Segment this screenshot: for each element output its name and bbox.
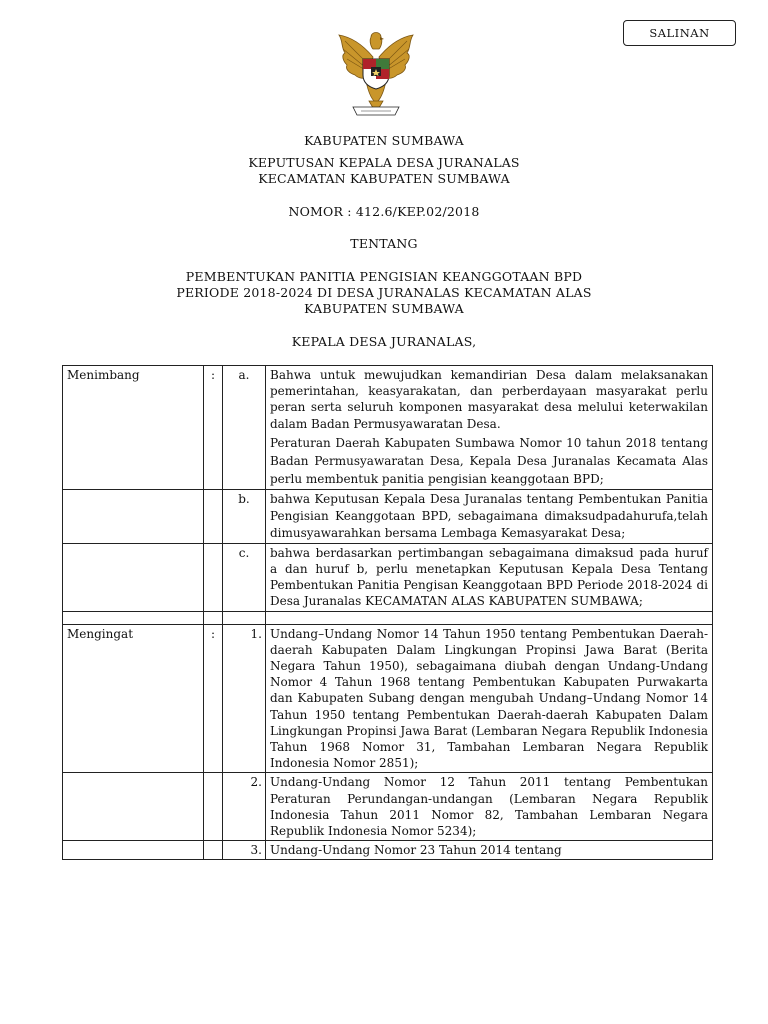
item-marker: 2. — [223, 773, 266, 841]
item-text: Undang-Undang Nomor 23 Tahun 2014 tentang — [266, 841, 713, 860]
subject-line1: PEMBENTUKAN PANITIA PENGISIAN KEANGGOTAAN BPD — [185, 269, 583, 284]
regency-title: KABUPATEN SUMBAWA — [304, 133, 464, 148]
item-text — [266, 366, 713, 490]
subject-line2: PERIODE 2018-2024 DI DESA JURANALAS KECAMATAN ALAS — [176, 285, 592, 300]
menimbang-colon: : — [204, 366, 223, 490]
decree-title-line1: KEPUTUSAN KEPALA DESA JURANALAS — [248, 155, 520, 170]
item-paragraph: bahwa Keputusan Kepala Desa Juranalas tentang Pembentukan Panitia Pengisian Keanggotaan BPD, sebagaimana dimaksudpadahurufa,telah dimusyawarahkan bersama Lembaga Kemasyarakat Desa; — [270, 491, 708, 540]
subject-line3: KABUPATEN SUMBAWA — [304, 301, 464, 316]
decree-title-line2: KECAMATAN KABUPATEN SUMBAWA — [258, 171, 510, 186]
mengingat-colon: : — [204, 624, 223, 773]
signatory-heading: KEPALA DESA JURANALAS, — [291, 334, 477, 349]
garuda-emblem-icon — [333, 27, 419, 123]
item-marker: 3. — [223, 841, 266, 860]
table-row — [63, 624, 713, 773]
table-row — [63, 773, 713, 841]
item-text — [266, 489, 713, 543]
salinan-stamp: SALINAN — [623, 20, 736, 46]
item-marker: a. — [223, 366, 266, 490]
table-row — [63, 489, 713, 543]
about-heading: TENTANG — [350, 236, 418, 251]
mengingat-label: Mengingat — [63, 624, 204, 773]
item-marker: b. — [223, 489, 266, 543]
consideration-table — [62, 365, 713, 860]
item-paragraph: Bahwa untuk mewujudkan kemandirian Desa dalam melaksanakan pemerintahan, keasyarakatan, dan perberdayaan masyarakat perlu peran serta seluruh komponen masyarakat desa melului keterwakilan dalam Badan Permusyawaratan Desa. — [270, 368, 708, 431]
table-row — [63, 841, 713, 860]
item-marker: 1. — [223, 624, 266, 773]
item-marker: c. — [223, 543, 266, 611]
table-row — [63, 543, 713, 611]
item-text: Undang-Undang Nomor 12 Tahun 2011 tentang Pembentukan Peraturan Perundangan-undangan (Lembaran Negara Republik Indonesia Tahun 2011 Nomor 82, Tambahan Lembaran Negara Republik Indonesia Nomor 5234); — [266, 773, 713, 841]
item-text — [266, 543, 713, 611]
table-row — [63, 366, 713, 490]
table-row-spacer — [63, 611, 713, 624]
decree-number: NOMOR : 412.6/KEP.02/2018 — [288, 204, 480, 219]
item-text: Undang–Undang Nomor 14 Tahun 1950 tentang Pembentukan Daerah-daerah Kabupaten Dalam Lingkungan Propinsi Jawa Barat (Berita Negara Tahun 1950), sebagaimana diubah dengan Undang-Undang Nomor 4 Tahun 1968 tentang Pembentukan Kabupaten Purwakarta dan Kabupaten Subang dengan mengubah Undang–Undang Nomor 14 Tahun 1950 tentang Pembentukan Daerah-daerah Kabupaten Dalam Lingkungan Propinsi Jawa Barat (Lembaran Negara Republik Indonesia Tahun 1968 Nomor 31, Tambahan Lembaran Negara Republik Indonesia Nomor 2851); — [266, 624, 713, 773]
item-paragraph: bahwa berdasarkan pertimbangan sebagaimana dimaksud pada huruf a dan huruf b, perlu menetapkan Keputusan Kepala Desa Tentang Pembentukan Panitia Pengisan Keanggotaan BPD Periode 2018-2024 di Desa Juranalas KECAMATAN ALAS KABUPATEN SUMBAWA; — [270, 545, 708, 609]
menimbang-label: Menimbang — [63, 366, 204, 490]
item-paragraph: Peraturan Daerah Kabupaten Sumbawa Nomor 10 tahun 2018 tentang Badan Permusyawaratan Desa, Kepala Desa Juranalas Kecamata Alas perlu membentuk panitia pengisian keanggotaan BPD; — [270, 435, 708, 486]
